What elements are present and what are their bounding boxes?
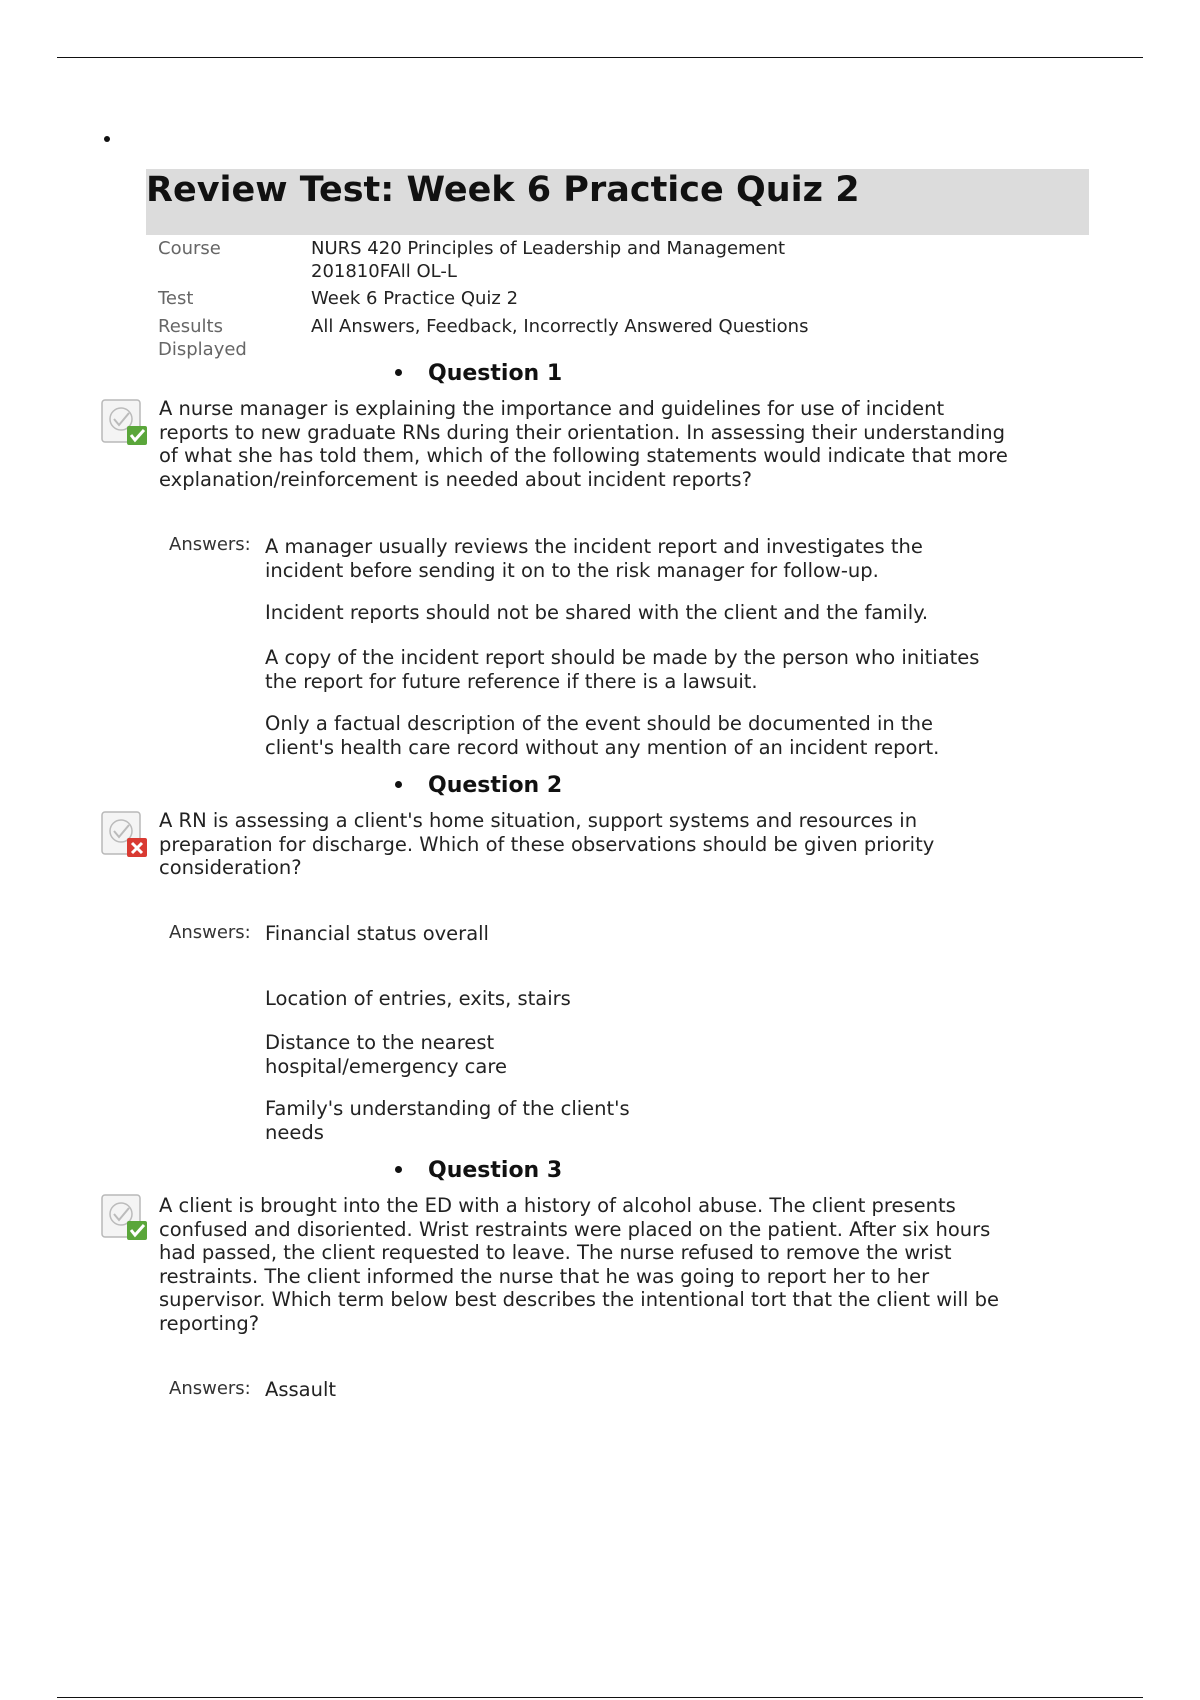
question-heading: Question 3 — [395, 1158, 562, 1183]
answers-label: Answers: — [169, 1378, 251, 1399]
title-bar — [146, 169, 1089, 235]
question-text: A nurse manager is explaining the importance and guidelines for use of incident reports to new graduate RNs during their orientation. In assessing their understanding of what she has told them, which of the following statements would indicate that more explanation/reinforcement is needed about incident reports? — [159, 397, 1008, 491]
course-value: NURS 420 Principles of Leadership and Management 201810FAll OL-L — [311, 238, 786, 282]
page-title: Review Test: Week 6 Practice Quiz 2 — [146, 170, 860, 210]
correct-answer-icon — [100, 397, 150, 447]
course-label: Course — [158, 238, 221, 259]
answers-label: Answers: — [169, 534, 251, 555]
bottom-rule — [57, 1697, 1143, 1698]
test-value: Week 6 Practice Quiz 2 — [311, 288, 519, 309]
correct-badge — [127, 1221, 147, 1240]
results-label: Results Displayed — [158, 316, 247, 360]
question-text: A client is brought into the ED with a history of alcohol abuse. The client presents confused and disoriented. Wrist restraints were placed on the patient. After six hours had passed, the client requested to leave. The nurse refused to remove the wrist restraints. The client informed the nurse that he was going to report her to her supervisor. Which term below best describes the intentional tort that the client will be reporting? — [159, 1194, 999, 1335]
answer-option: Financial status overall — [265, 922, 489, 945]
correct-answer-icon — [100, 1192, 150, 1242]
top-rule — [57, 57, 1143, 58]
list-bullet — [104, 136, 110, 142]
test-label: Test — [158, 288, 194, 309]
answer-option: Incident reports should not be shared with the client and the family. — [265, 601, 929, 624]
answer-option: A manager usually reviews the incident report and investigates the incident before sending it on to the risk manager for follow-up. — [265, 535, 923, 582]
answer-option: Assault — [265, 1378, 337, 1401]
answer-option: Location of entries, exits, stairs — [265, 987, 571, 1010]
answer-option: Distance to the nearest hospital/emergency care — [265, 1031, 507, 1078]
incorrect-answer-icon — [100, 809, 150, 859]
bullet-icon — [395, 369, 402, 376]
correct-badge — [127, 426, 147, 445]
question-heading: Question 2 — [395, 773, 562, 798]
answer-option: Only a factual description of the event should be documented in the client's health care record without any mention of an incident report. — [265, 712, 940, 759]
answer-option: Family's understanding of the client's needs — [265, 1097, 630, 1144]
question-text: A RN is assessing a client's home situation, support systems and resources in preparation for discharge. Which of these observations should be given priority consideration? — [159, 809, 935, 879]
answers-label: Answers: — [169, 922, 251, 943]
question-heading: Question 1 — [395, 361, 562, 386]
bullet-icon — [395, 1166, 402, 1173]
answer-option: A copy of the incident report should be made by the person who initiates the report for future reference if there is a lawsuit. — [265, 646, 980, 693]
bullet-icon — [395, 781, 402, 788]
results-value: All Answers, Feedback, Incorrectly Answered Questions — [311, 316, 809, 337]
